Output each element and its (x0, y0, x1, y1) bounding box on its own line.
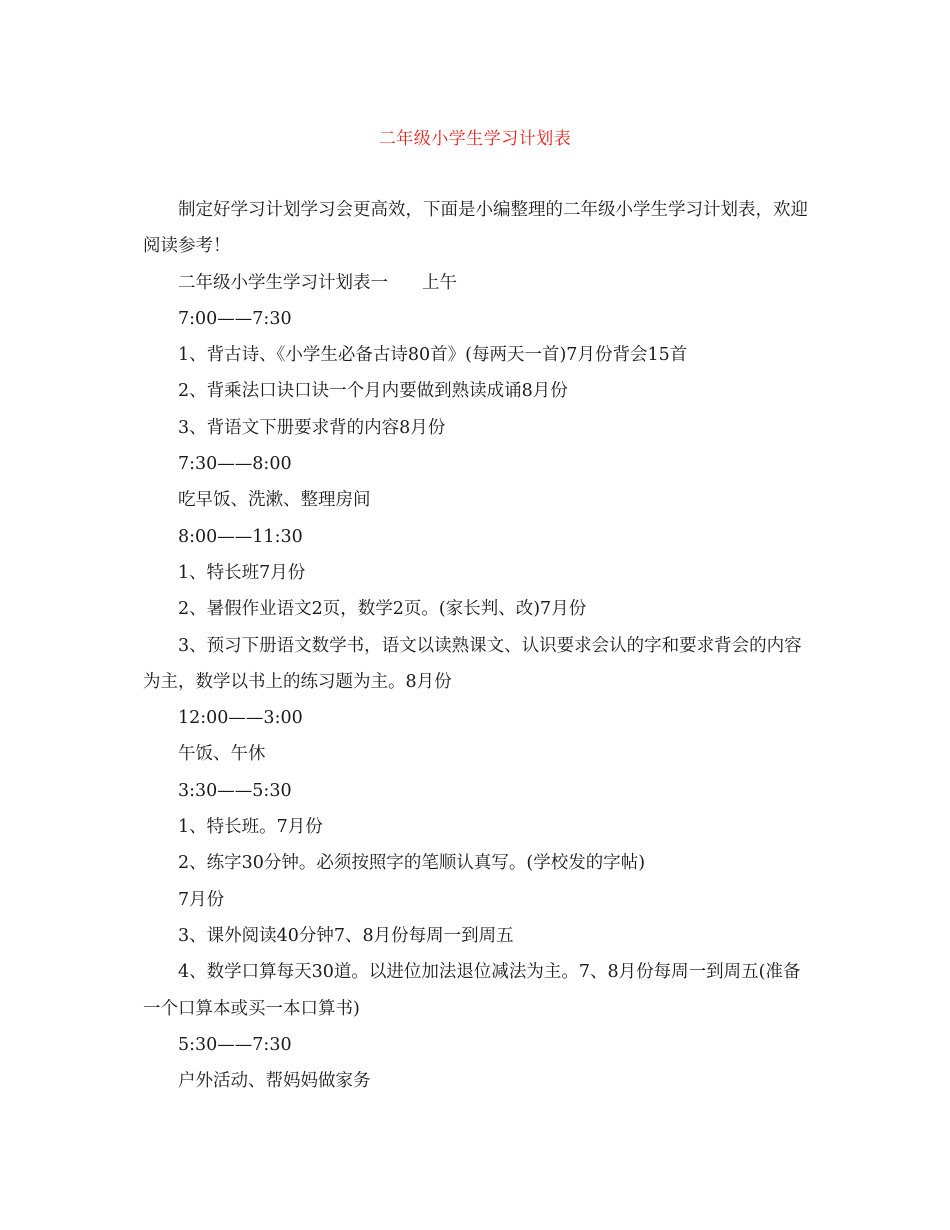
document-title: 二年级小学生学习计划表 (378, 129, 572, 149)
plan-item: 户外活动、帮妈妈做家务 (178, 1071, 371, 1092)
time-slot: 7:00——7:30 (178, 308, 292, 329)
section-heading-line (143, 265, 813, 301)
intro-paragraph: 制定好学习计划学习会更高效，下面是小编整理的二年级小学生学习计划表，欢迎阅读参考！ (143, 200, 808, 257)
time-slot: 5:30——7:30 (178, 1034, 292, 1055)
plan-item: 4、数学口算每天30道。以进位加法退位减法为主。7、8月份每周一到周五(准备一个口算本或买一本口算书) (143, 962, 801, 1019)
time-slot: 3:30——5:30 (178, 780, 292, 801)
plan-item: 3、预习下册语文数学书，语文以读熟课文、认识要求会认的字和要求背会的内容为主，数学以书上的练习题为主。8月份 (143, 635, 802, 692)
plan-item: 午饭、午休 (178, 744, 266, 765)
plan-item: 3、课外阅读40分钟7、8月份每周一到周五 (178, 925, 514, 946)
time-slot: 7:30——8:00 (178, 454, 292, 475)
plan-item: 1、特长班。7月份 (178, 817, 323, 838)
plan-item: 1、背古诗、《小学生必备古诗80首》(每两天一首)7月份背会15首 (178, 345, 688, 366)
section-period: 上午 (422, 272, 457, 293)
plan-item: 2、背乘法口诀口诀一个月内要做到熟读成诵8月份 (178, 381, 568, 402)
plan-item: 7月份 (178, 889, 225, 910)
plan-item: 2、练字30分钟。必须按照字的笔顺认真写。(学校发的字帖) (178, 853, 646, 874)
plan-item: 1、特长班7月份 (178, 562, 306, 583)
document-body (143, 192, 813, 1099)
time-slot: 12:00——3:00 (178, 708, 303, 729)
plan-item: 2、暑假作业语文2页，数学2页。(家长判、改)7月份 (178, 599, 587, 620)
time-slot: 8:00——11:30 (178, 526, 303, 547)
section-heading: 二年级小学生学习计划表一 (178, 272, 388, 293)
plan-item: 吃早饭、洗漱、整理房间 (178, 490, 371, 511)
plan-item: 3、背语文下册要求背的内容8月份 (178, 417, 446, 438)
